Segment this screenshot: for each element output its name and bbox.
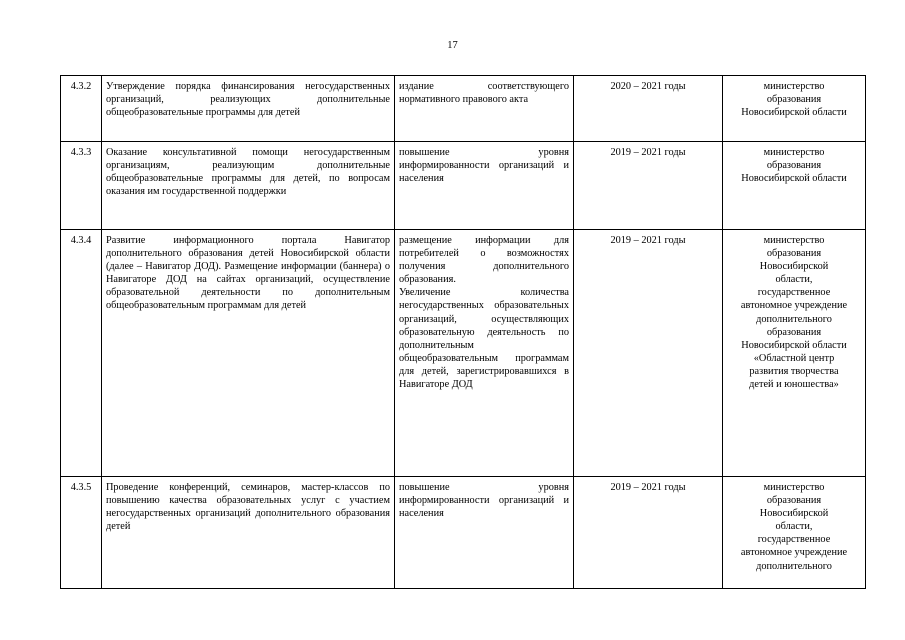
term-cell: 2019 – 2021 годы	[574, 230, 723, 477]
result-cell: повышение уровня информированности организаций и населения	[395, 142, 574, 230]
term-cell: 2020 – 2021 годы	[574, 76, 723, 142]
row-number: 4.3.2	[61, 76, 102, 142]
responsible-cell: министерство образования Новосибирской области	[723, 142, 866, 230]
table-row	[61, 230, 866, 477]
action-cell: Развитие информационного портала Навигатор дополнительного образования детей Новосибирской области (далее – Навигатор ДОД). Размещение информации (баннера) о Навигаторе ДОД на сайтах организаций, осуществление образовательной деятельности по дополнительным общеобразовательным программам для детей	[102, 230, 395, 477]
row-number: 4.3.5	[61, 477, 102, 589]
result-cell: издание соответствующего нормативного правового акта	[395, 76, 574, 142]
table-row	[61, 76, 866, 142]
row-number: 4.3.3	[61, 142, 102, 230]
plan-table	[60, 75, 866, 589]
result-cell: размещение информации для потребителей о возможностях получения дополнительного образования. Увеличение количества негосударственных образовательных организаций, осуществляющих образовательную деятельность по дополнительным общеобразовательным программам для детей, зарегистрировавшихся в Навигаторе ДОД	[395, 230, 574, 477]
row-number: 4.3.4	[61, 230, 102, 477]
term-cell: 2019 – 2021 годы	[574, 477, 723, 589]
page-number: 17	[447, 40, 458, 51]
responsible-cell: министерство образования Новосибирской области	[723, 76, 866, 142]
responsible-cell: министерство образования Новосибирской области, государственное автономное учреждение дополнительного	[723, 477, 866, 589]
responsible-cell: министерство образования Новосибирской области, государственное автономное учреждение дополнительного образования Новосибирской области «Областной центр развития творчества детей и юношества»	[723, 230, 866, 477]
action-cell: Утверждение порядка финансирования негосударственных организаций, реализующих дополнительные общеобразовательные программы для детей	[102, 76, 395, 142]
action-cell: Оказание консультативной помощи негосударственным организациям, реализующим дополнительные общеобразовательные программы для детей, по вопросам оказания им государственной поддержки	[102, 142, 395, 230]
table-row	[61, 477, 866, 589]
term-cell: 2019 – 2021 годы	[574, 142, 723, 230]
action-cell: Проведение конференций, семинаров, мастер-классов по повышению качества образовательных услуг с участием негосударственных организаций дополнительного образования детей	[102, 477, 395, 589]
result-cell: повышение уровня информированности организаций и населения	[395, 477, 574, 589]
table-row	[61, 142, 866, 230]
